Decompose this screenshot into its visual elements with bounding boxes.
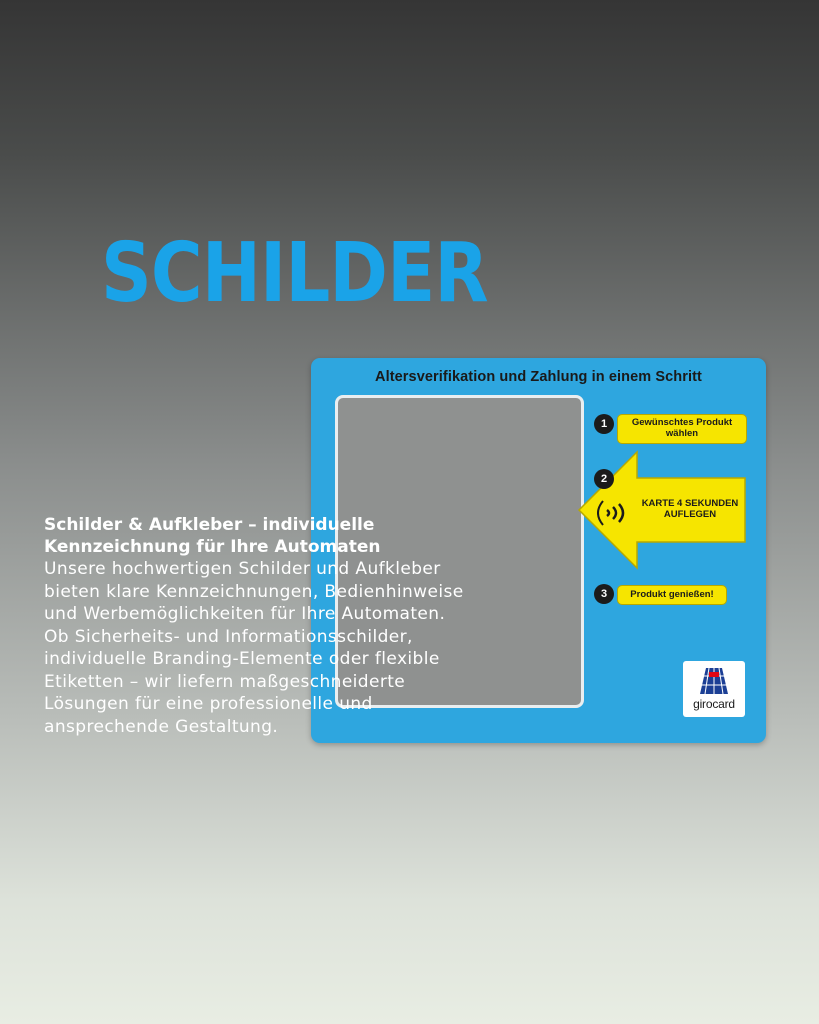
- description-block: [44, 514, 464, 738]
- step-1-number: 1: [594, 414, 614, 434]
- step-3-number: 3: [594, 584, 614, 604]
- girocard-logo: [683, 661, 745, 717]
- girocard-label: girocard: [693, 697, 735, 711]
- step-2-number: 2: [594, 469, 614, 489]
- step-3-box: [617, 585, 727, 605]
- step-2-text: [631, 498, 749, 520]
- girocard-icon: [698, 666, 730, 696]
- step-2-text-line2: AUFLEGEN: [663, 509, 717, 520]
- body-paragraph: Unsere hochwertigen Schilder und Aufkleber bieten klare Kennzeichnungen, Bedienhinweise und Werbemöglichkeiten für Ihre Automaten. Ob Sicherheits- und Informationsschilder, individuelle Branding-Elemente oder flexible Etiketten – wir liefern maßgeschneiderte Lösungen für eine professionelle und ansprechende Gestaltung.: [44, 559, 464, 737]
- step-1-text-line1: Gewünschtes Produkt: [631, 417, 733, 428]
- step-3-text: Produkt genießen!: [630, 589, 714, 600]
- subheading-line1: Schilder & Aufkleber – individuelle: [44, 515, 375, 535]
- step-2-text-line1: KARTE 4 SEKUNDEN: [641, 498, 739, 509]
- sign-title: Altersverifikation und Zahlung in einem Schritt: [375, 369, 702, 385]
- subheading: [44, 514, 464, 558]
- step-1-text-line2: wählen: [665, 428, 699, 439]
- step-1-box: [617, 414, 747, 444]
- page-headline: SCHILDER: [101, 226, 488, 321]
- contactless-icon: [597, 496, 627, 530]
- subheading-line2: Kennzeichnung für Ihre Automaten: [44, 537, 381, 557]
